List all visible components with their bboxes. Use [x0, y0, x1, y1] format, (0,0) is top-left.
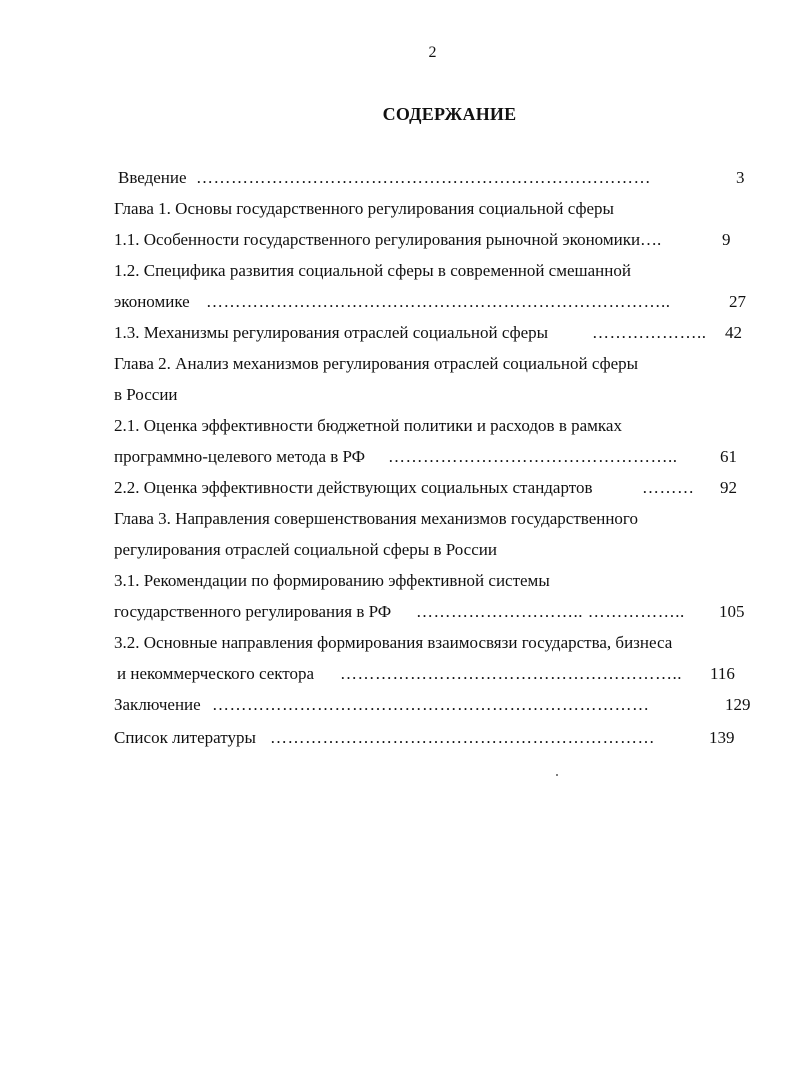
toc-label: 2.2. Оценка эффективности действующих социальных стандартов: [114, 478, 593, 497]
toc-leader-dots: …………………………………………………………………: [212, 695, 650, 714]
toc-leader-dots: ……………………………………………………………………..: [206, 292, 671, 311]
toc-leader-dots: ………………..: [592, 323, 707, 342]
toc-page-number: 42: [725, 323, 742, 342]
toc-leader-dots: ………: [642, 478, 695, 497]
toc-page-number: 129: [725, 695, 751, 714]
toc-label: Глава 2. Анализ механизмов регулирования отраслей социальной сферы: [114, 354, 639, 373]
toc-leader-dots: …………………………………………………..: [340, 664, 682, 683]
toc-label: Введение: [118, 168, 187, 187]
toc-label: 3.2. Основные направления формирования взаимосвязи государства, бизнеса: [114, 633, 673, 652]
toc-page-number: 116: [710, 664, 735, 683]
toc-page-number: 61: [720, 447, 737, 466]
toc-page-number: 27: [729, 292, 746, 311]
scan-speck: [556, 774, 558, 776]
toc-label: 3.1. Рекомендации по формированию эффективной системы: [114, 571, 550, 590]
toc-leader-dots: …………………………………………………………: [270, 728, 655, 747]
toc-label: Список литературы: [114, 728, 256, 747]
toc-leader-dots: ……………………………………………………………………: [196, 168, 651, 187]
page-title: СОДЕРЖАНИЕ: [382, 104, 517, 124]
toc-page-number: 105: [719, 602, 745, 621]
toc-label: в России: [114, 385, 178, 404]
page-number: 2: [428, 44, 437, 61]
toc-page-number: 92: [720, 478, 737, 497]
toc-page-number: 3: [736, 168, 745, 187]
toc-label: и некоммерческого сектора: [117, 664, 315, 683]
toc-label: государственного регулирования в РФ: [114, 602, 392, 621]
toc-leader-dots: ……………………….. ……………..: [416, 602, 685, 621]
toc-label: 1.1. Особенности государственного регулирования рыночной экономики….: [114, 230, 662, 249]
toc-label: 1.2. Специфика развития социальной сферы в современной смешанной: [114, 261, 631, 280]
toc-label: 2.1. Оценка эффективности бюджетной политики и расходов в рамках: [114, 416, 622, 435]
toc-label: Глава 3. Направления совершенствования механизмов государственного: [114, 509, 638, 528]
toc-label: Заключение: [114, 695, 201, 714]
toc-label: Глава 1. Основы государственного регулирования социальной сферы: [114, 199, 614, 218]
toc-label: экономике: [114, 292, 190, 311]
toc-label: регулирования отраслей социальной сферы в России: [114, 540, 497, 559]
toc-label: 1.3. Механизмы регулирования отраслей социальной сферы: [114, 323, 549, 342]
toc-label: программно-целевого метода в РФ: [114, 447, 366, 466]
toc-page-number: 9: [722, 230, 731, 249]
toc-page-number: 139: [709, 728, 735, 747]
toc-leader-dots: …………………………………………..: [388, 447, 678, 466]
